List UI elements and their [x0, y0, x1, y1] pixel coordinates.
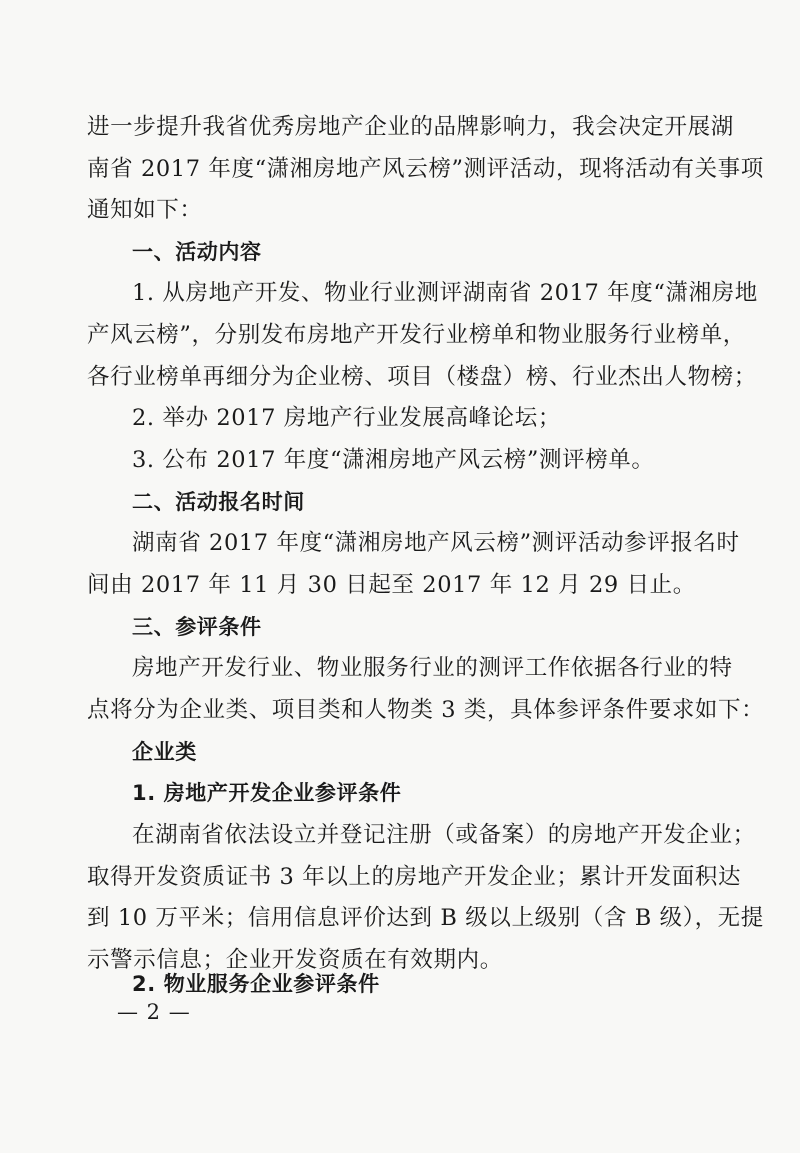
- body-line-2: 南省 2017 年度“潇湘房地产风云榜”测评活动，现将活动有关事项: [87, 156, 764, 182]
- developer-conditions-line-3: 到 10 万平米；信用信息评价达到 B 级以上级别（含 B 级），无提: [87, 905, 764, 931]
- list-item-1-line-1: 1. 从房地产开发、物业行业测评湖南省 2017 年度“潇湘房地: [132, 280, 758, 306]
- list-item-1-line-2: 产风云榜”，分别发布房地产开发行业榜单和物业服务行业榜单，: [87, 322, 746, 348]
- conditions-line-1: 房地产开发行业、物业服务行业的测评工作依据各行业的特: [132, 655, 733, 681]
- list-item-2: 2. 举办 2017 房地产行业发展高峰论坛；: [132, 405, 561, 431]
- section-heading-1: 一、活动内容: [132, 240, 262, 264]
- registration-line-1: 湖南省 2017 年度“潇湘房地产风云榜”测评活动参评报名时: [132, 530, 740, 556]
- subheading-property-service-conditions: 2. 物业服务企业参评条件: [132, 972, 380, 996]
- developer-conditions-line-4: 示警示信息；企业开发资质在有效期内。: [87, 947, 503, 973]
- list-item-1-line-3: 各行业榜单再细分为企业榜、项目（楼盘）榜、行业杰出人物榜；: [87, 364, 757, 390]
- list-item-3: 3. 公布 2017 年度“潇湘房地产风云榜”测评榜单。: [132, 447, 655, 473]
- subheading-enterprise: 企业类: [132, 740, 197, 764]
- body-line-1: 进一步提升我省优秀房地产企业的品牌影响力，我会决定开展湖: [87, 114, 734, 140]
- page-number: — 2 —: [117, 1000, 191, 1024]
- developer-conditions-line-1: 在湖南省依法设立并登记注册（或备案）的房地产开发企业；: [132, 822, 756, 848]
- section-heading-2: 二、活动报名时间: [132, 490, 305, 514]
- conditions-line-2: 点将分为企业类、项目类和人物类 3 类，具体参评条件要求如下：: [87, 697, 765, 723]
- subheading-developer-conditions: 1. 房地产开发企业参评条件: [132, 781, 402, 805]
- developer-conditions-line-2: 取得开发资质证书 3 年以上的房地产开发企业；累计开发面积达: [87, 864, 742, 890]
- body-line-3: 通知如下：: [87, 197, 203, 223]
- section-heading-3: 三、参评条件: [132, 615, 262, 639]
- registration-line-2: 间由 2017 年 11 月 30 日起至 2017 年 12 月 29 日止。: [87, 572, 696, 598]
